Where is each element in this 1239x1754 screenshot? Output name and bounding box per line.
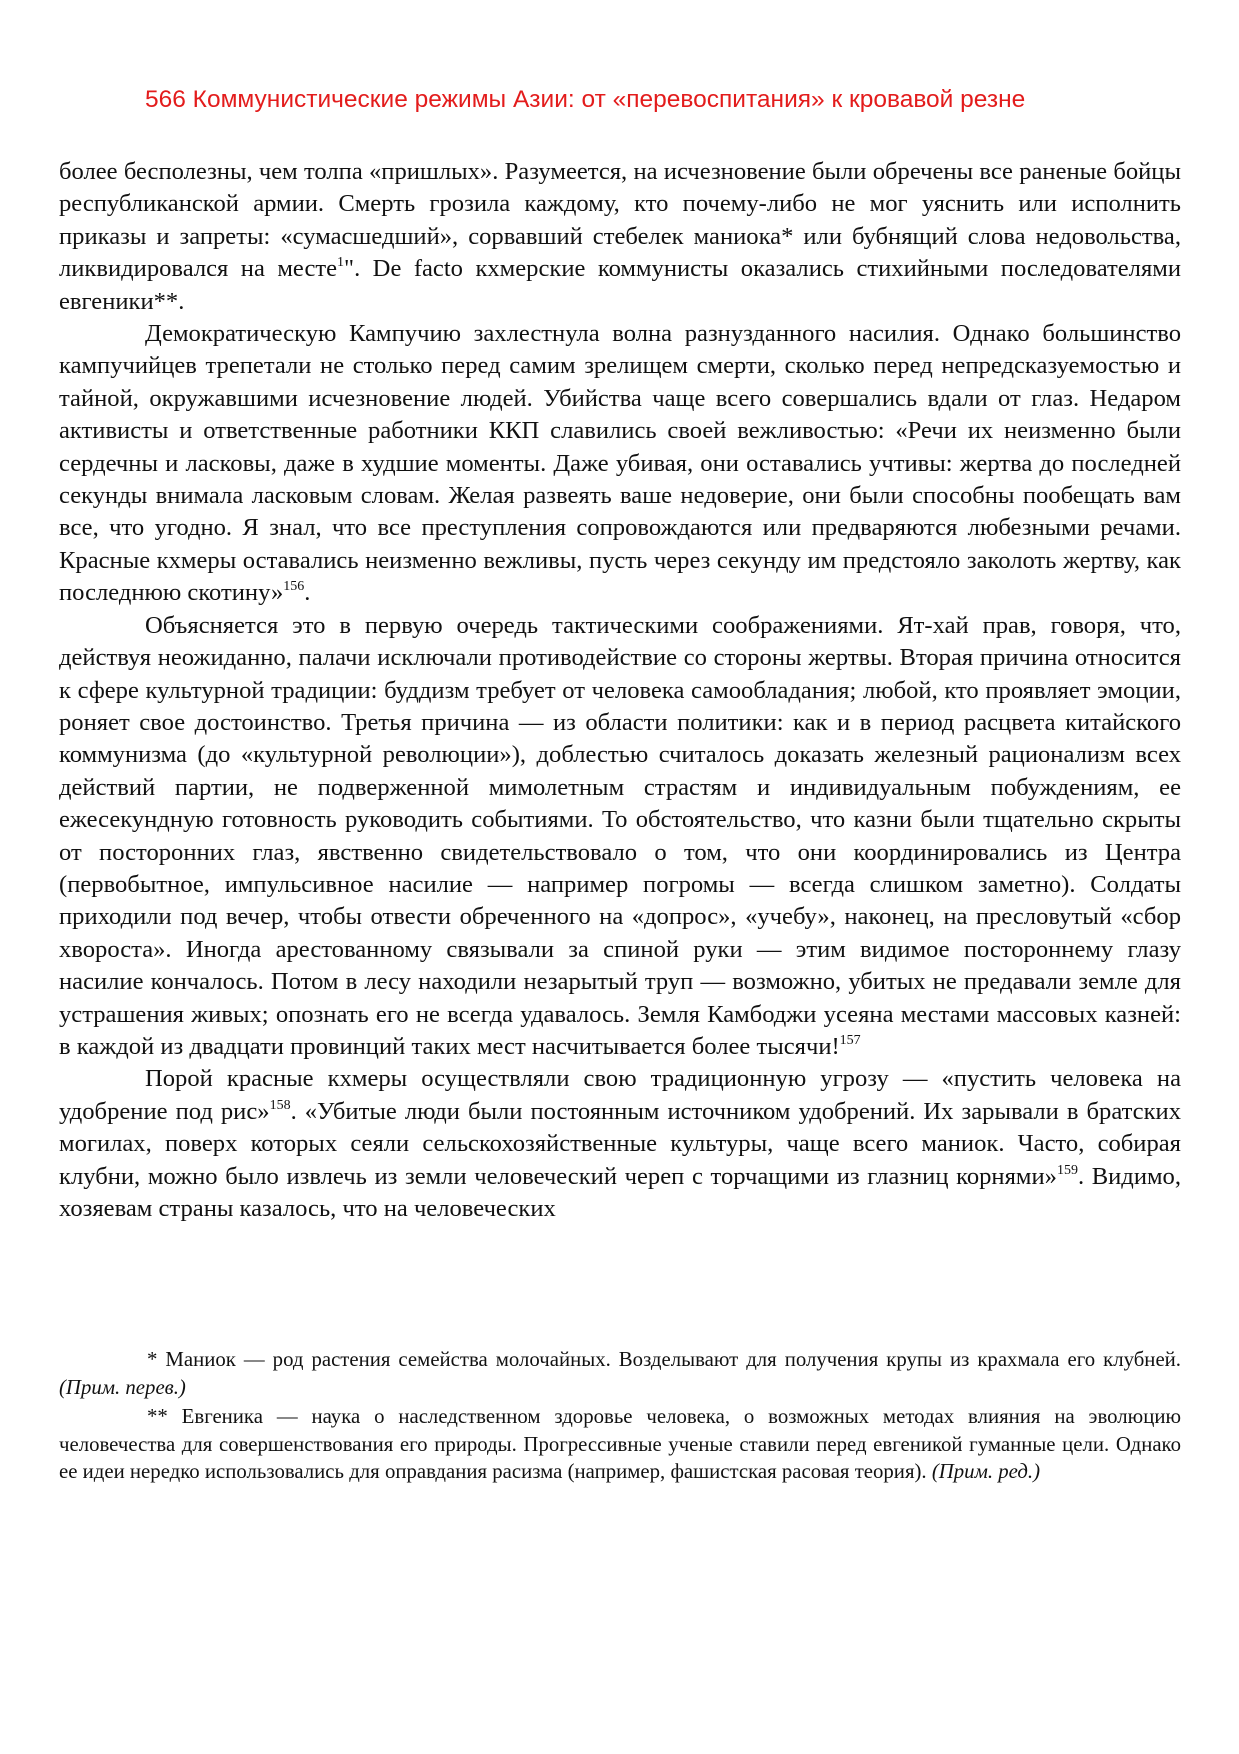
footnote-text: ** Евгеника — наука о наследственном здоровье человека, о возможных методах влияния на эволюцию человечества для совершенствования его природы. Прогрессивные ученые ставили перед евгеникой гуманные цели. Однако ее идеи нередко использовались для оправдания расизма (например, фашистская расовая теория). <box>59 1405 1181 1483</box>
paragraph-text: Объясняется это в первую очередь тактическими соображениями. Ят-хай прав, говоря, что, действуя неожиданно, палачи исключали противодействие со стороны жертвы. Вторая причина относится к сфере культурной традиции: буддизм требует от человека самообладания; любой, кто проявляет эмоции, роняет свое достоинство. Третья причина — из области политики: как и в период расцвета китайского коммунизма (до «культурной революции»), доблестью считалось доказать железный рационализм всех действий партии, не подверженной мимолетным страстям и индивидуальным побуждениям, ее ежесекундную готовность руководить событиями. То обстоятельство, что казни были тщательно скрыты от посторонних глаз, явственно свидетельствовало о том, что они координировались из Центра (первобытное, импульсивное насилие — например погромы — всегда слишком заметно). Солдаты приходили под вечер, чтобы отвести обреченного на «допрос», «учебу», наконец, на пресловутый «сбор хвороста». Иногда арестованному связывали за спиной руки — этим видимое постороннему глазу насилие кончалось. Потом в лесу находили незарытый труп — возможно, убитых не предавали земле для устрашения живых; опознать его не всегда удавалось. Земля Камбоджи усеяна местами массовых казней: в каждой из двадцати провинций таких мест насчитывается более тысячи! <box>59 611 1181 1060</box>
footnotes <box>59 1346 1181 1488</box>
running-header: 566 Коммунистические режимы Азии: от «перевоспитания» к кровавой резне <box>145 86 1026 113</box>
paragraph-text: . «Убитые люди были постоянным источником удобрений. Их зарывали в братских могилах, поверх которых сеяли сельскохозяйственные культуры, чаще всего маниок. Часто, собирая клубни, можно было извлечь из земли человеческий череп с торчащими из глазниц корнями» <box>59 1097 1181 1190</box>
paragraph <box>59 610 1181 1064</box>
footnote-tag: (Прим. ред.) <box>931 1460 1041 1483</box>
paragraph <box>59 1063 1181 1225</box>
paragraph-text: Демократическую Кампучию захлестнула волна разнузданного насилия. Однако большинство кампучийцев трепетали не столько перед самим зрелищем смерти, сколько перед непредсказуемостью и тайной, окружавшими исчезновение людей. Убийства чаще всего совершались вдали от глаз. Недаром активисты и ответственные работники ККП славились своей вежливостью: «Речи их неизменно были сердечны и ласковы, даже в худшие моменты. Даже убивая, они оставались учтивы: жертва до последней секунды внимала ласковым словам. Желая развеять ваше недоверие, они были способны пообещать вам все, что угодно. Я знал, что все преступления сопровождаются или предваряются любезными речами. Красные кхмеры оставались неизменно вежливы, пусть через секунду им предстояло заколоть жертву, как последнюю скотину» <box>59 320 1181 607</box>
footnote-ref: 157 <box>839 1032 861 1048</box>
footnote <box>59 1346 1181 1401</box>
footnote-ref: 159 <box>1056 1162 1078 1178</box>
paragraph-text: ". De facto кхмерские коммунисты оказались стихийными последователями евгеники**. <box>59 255 1181 315</box>
paragraph-continuation <box>59 156 1181 318</box>
footnote-ref: 1 <box>337 255 345 271</box>
paragraph-text: . Видимо, хозяевам страны казалось, что на человеческих <box>59 1162 1181 1222</box>
footnote-ref: 158 <box>269 1097 291 1113</box>
footnote-text: * Маниок — род растения семейства молочайных. Возделывают для получения крупы из крахмала его клубней. <box>147 1348 1181 1371</box>
paragraph-text: более бесполезны, чем толпа «пришлых». Разумеется, на исчезновение были обречены все раненые бойцы республиканской армии. Смерть грозила каждому, кто почему-либо не мог уяснить или исполнить приказы и запреты: «сумасшедший», сорвавший стебелек маниока* или бубнящий слова недовольства, ликвидировался на месте <box>59 158 1181 283</box>
paragraph-text: . <box>304 579 311 607</box>
footnote-tag: (Прим. перев.) <box>59 1375 186 1399</box>
footnote-ref: 156 <box>283 579 305 595</box>
paragraph-text: Порой красные кхмеры осуществляли свою традиционную угрозу — «пустить человека на удобрение под рис» <box>59 1065 1181 1125</box>
footnote <box>59 1403 1181 1486</box>
paragraph <box>59 318 1181 610</box>
body-text <box>59 156 1181 1225</box>
